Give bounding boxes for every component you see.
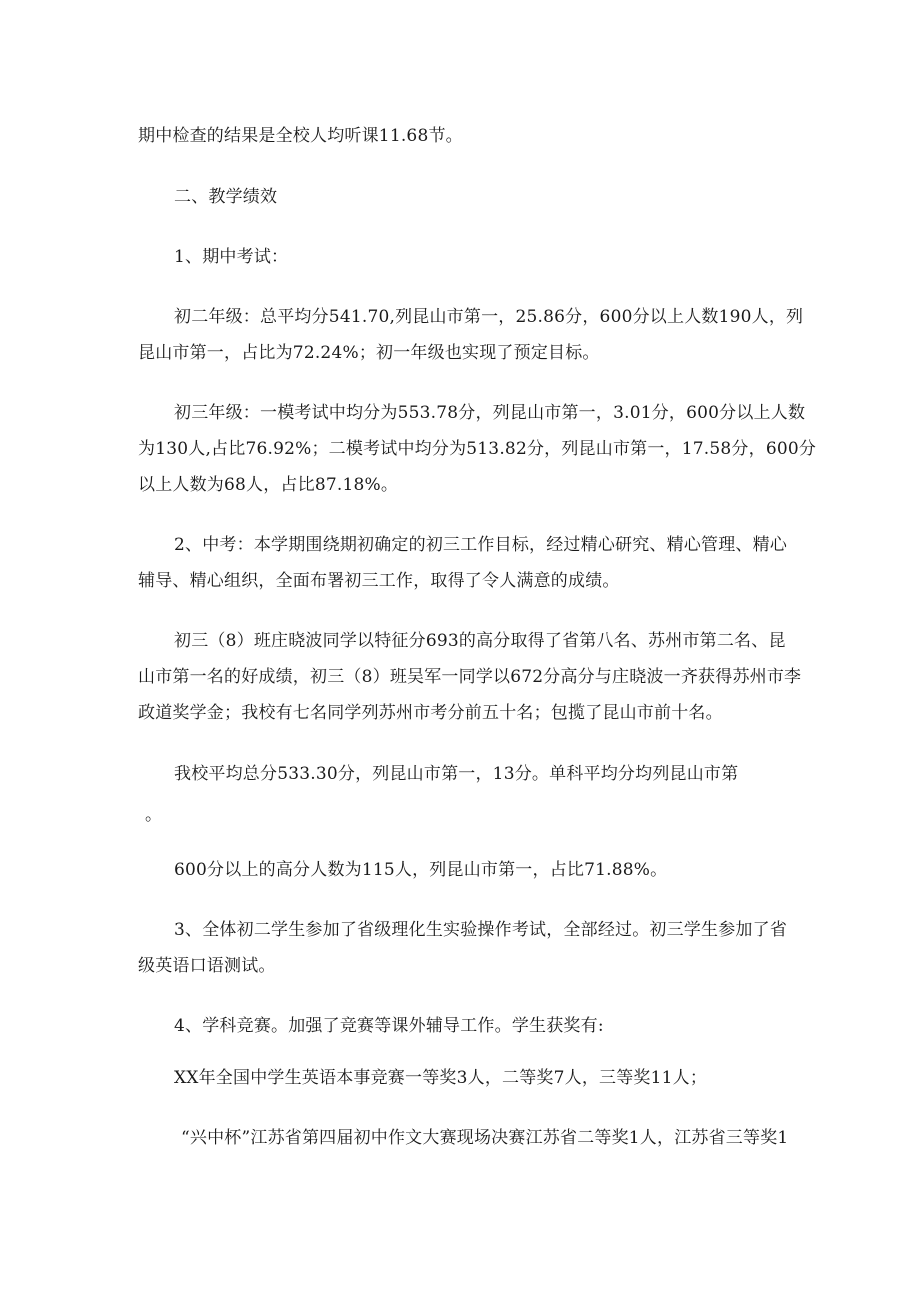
text-line: 辅导、精心组织，全面布署初三工作，取得了令人满意的成绩。 xyxy=(138,571,620,591)
text-line: 期中检查的结果是全校人均听课11.68节。 xyxy=(138,126,463,146)
text-line: 。 xyxy=(145,805,163,825)
text-line: 为130人,占比76.92%；二模考试中均分为513.82分，列昆山市第一，17.58分，600分 xyxy=(138,439,817,459)
text-line: XX年全国中学生英语本事竞赛一等奖3人，二等奖7人，三等奖11人； xyxy=(174,1068,708,1088)
text-line: 3、全体初二学生参加了省级理化生实验操作考试，全部经过。初三学生参加了省 xyxy=(174,920,788,940)
text-line: 级英语口语测试。 xyxy=(138,956,276,976)
text-line: 600分以上的高分人数为115人，列昆山市第一，占比71.88%。 xyxy=(174,860,668,880)
text-line: 以上人数为68人，占比87.18%。 xyxy=(138,475,399,495)
text-line: 初二年级：总平均分541.70,列昆山市第一，25.86分，600分以上人数190人，列 xyxy=(174,307,804,327)
text-line: 昆山市第一，占比为72.24%；初一年级也实现了预定目标。 xyxy=(138,343,600,363)
text-line: 4、学科竞赛。加强了竞赛等课外辅导工作。学生获奖有: xyxy=(174,1016,604,1036)
text-line: 山市第一名的好成绩，初三（8）班吴军一同学以672分高分与庄晓波一齐获得苏州市李 xyxy=(138,667,802,687)
text-line: “兴中杯”江苏省第四届初中作文大赛现场决赛江苏省二等奖1人，江苏省三等奖1 xyxy=(181,1128,789,1148)
text-line: 政道奖学金；我校有七名同学列苏州市考分前五十名；包揽了昆山市前十名。 xyxy=(138,703,723,723)
text-line: 初三年级：一模考试中均分为553.78分，列昆山市第一，3.01分，600分以上人数 xyxy=(174,403,806,423)
text-line: 2、中考：本学期围绕期初确定的初三工作目标，经过精心研究、精心管理、精心 xyxy=(174,535,788,555)
text-line: 我校平均总分533.30分，列昆山市第一，13分。单科平均分均列昆山市第 xyxy=(174,764,739,784)
section-heading: 二、教学绩效 xyxy=(174,187,278,207)
subsection-heading: 1、期中考试： xyxy=(174,247,289,267)
text-line: 初三（8）班庄晓波同学以特征分693的高分取得了省第八名、苏州市第二名、昆 xyxy=(174,631,786,651)
